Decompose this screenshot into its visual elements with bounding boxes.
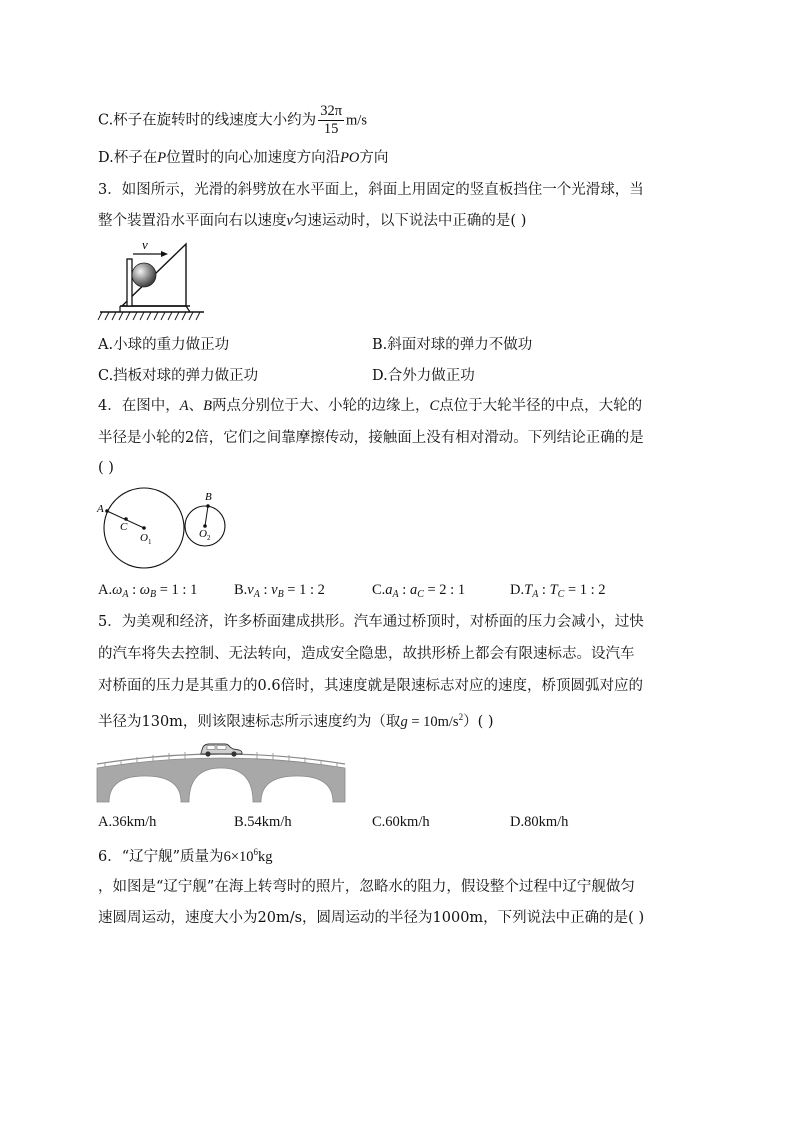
symbol: a — [385, 582, 393, 598]
symbol: T — [524, 582, 533, 598]
text: 匀速运动时，以下说法中正确的是( ) — [292, 213, 527, 229]
q3-option-a: A.小球的重力做正功 — [98, 337, 230, 353]
q3-option-d: D.合外力做正功 — [372, 368, 475, 384]
segment-label: PO — [340, 150, 360, 166]
label-c: C — [120, 521, 128, 533]
arch-bridge-figure — [97, 738, 345, 802]
symbol: v — [247, 582, 254, 598]
subscript: C — [557, 589, 565, 600]
q3-option-c: C.挡板对球的弹力做正功 — [98, 368, 259, 384]
text: D.杯子在 — [98, 150, 158, 166]
fraction — [318, 103, 344, 138]
q4-stem-line3: ( ) — [98, 460, 114, 476]
q4-stem-line1 — [98, 396, 642, 416]
ground-hatching — [98, 312, 200, 320]
q4-option-d: $D.T_A$ : $T_C = 1$ : 2 — [510, 582, 606, 600]
ratio: = 2 : 1 — [427, 582, 466, 598]
subscript: B — [277, 589, 284, 600]
ratio: = 1 : 1 — [159, 582, 198, 598]
bridge-body — [97, 758, 345, 802]
point-label: P — [157, 150, 167, 166]
text: 整个装置沿水平面向右以速度 — [98, 213, 287, 229]
point-b — [206, 504, 210, 508]
text: 半径为130m，则该限速标志所示速度约为（取 — [98, 714, 401, 730]
ratio: = 1 : 2 — [287, 582, 325, 598]
q2-option-c-text: C.杯子在旋转时的线速度大小约为 — [98, 112, 317, 129]
q5-option-b: B.54km/h — [234, 814, 292, 830]
q5-stem-line3: 对桥面的压力是其重力的0.6倍时，其速度就是限速标志对应的速度，桥顶圆弧对应的 — [98, 678, 644, 694]
label-a: A — [97, 503, 104, 515]
text: 点位于大轮半径的中点，大轮的 — [439, 398, 643, 414]
symbol: v — [271, 582, 278, 598]
fraction-denominator: 15 — [323, 121, 339, 137]
q2-option-d — [98, 148, 388, 168]
wheels-figure — [96, 486, 236, 572]
q6-stem-line1 — [98, 842, 273, 867]
q5-stem-line2: 的汽车将失去控制、无法转向，造成安全隐患，故拱形桥上都会有限速标志。设汽车 — [98, 646, 635, 662]
q4-stem-line2: 半径是小轮的2倍，它们之间靠摩擦传动，接触面上没有相对滑动。下列结论正确的是 — [98, 430, 644, 446]
label-o1: $O_1$ — [140, 532, 152, 546]
car-icon — [201, 744, 242, 757]
text: 位置时的向心加速度方向沿 — [166, 150, 341, 166]
q6-stem-line2: ，如图是“辽宁舰”在海上转弯时的照片，忽略水的阻力，假设整个过程中辽宁舰做匀 — [98, 879, 635, 895]
subscript: B — [150, 589, 157, 600]
symbol: ω — [112, 582, 123, 598]
q5-stem-line1: 5．为美观和经济，许多桥面建成拱形。汽车通过桥顶时，对桥面的压力会减小，过快 — [98, 614, 644, 630]
q6-stem-line3: 速圆周运动，速度大小为20m/s，圆周运动的半径为1000m，下列说法中正确的是( ) — [98, 910, 645, 926]
unit: kg — [258, 849, 273, 865]
label-o2: $O_2$ — [199, 528, 211, 542]
variable: g — [400, 714, 408, 730]
symbol: a — [409, 582, 418, 598]
subscript: A — [532, 589, 539, 600]
q4-option-a: $A.\omega_A$ : $\omega_B = 1$ : 1 — [98, 582, 198, 600]
option-prefix: C. — [372, 582, 386, 598]
text: 6．“辽宁舰”质量为 — [98, 849, 224, 865]
q3-stem-line1: 3．如图所示，光滑的斜劈放在水平面上，斜面上用固定的竖直板挡住一个光滑球，当 — [98, 182, 644, 198]
wedge-ball-figure — [98, 236, 208, 324]
velocity-label: v — [142, 237, 148, 252]
text: 方向 — [359, 150, 389, 166]
exponent: 6 — [253, 847, 258, 857]
fraction-numerator: 32π — [320, 103, 343, 119]
value: = 10m/s — [407, 714, 459, 730]
q2-option-c — [98, 103, 367, 138]
point-label: B — [203, 398, 212, 414]
q3-stem-line2 — [98, 211, 526, 231]
center-o1 — [142, 526, 146, 530]
unit: m/s — [346, 112, 367, 129]
option-prefix: D. — [510, 582, 525, 598]
subscript: A — [253, 589, 260, 600]
variable: v — [286, 213, 293, 229]
q5-stem-line4 — [98, 707, 494, 732]
text: 、 — [188, 398, 204, 414]
ball — [132, 263, 156, 287]
q4-option-b: $B.v_A$ : $v_B = 1$ : 2 — [234, 582, 325, 600]
q5-option-d: D.80km/h — [510, 814, 569, 830]
q5-option-c: C.60km/h — [372, 814, 430, 830]
option-prefix: A. — [98, 582, 113, 598]
q5-option-a: A.36km/h — [98, 814, 157, 830]
point-label: C — [429, 398, 440, 414]
label-b: B — [205, 491, 212, 503]
symbol: T — [549, 582, 558, 598]
subscript: C — [417, 589, 424, 600]
q3-option-b: B.斜面对球的弹力不做功 — [372, 337, 533, 353]
mass-value: 6×10 — [223, 849, 254, 865]
q4-option-c: $C.a_A$ : $a_C = 2$ : 1 — [372, 582, 466, 600]
text: 4．在图中， — [98, 398, 180, 414]
option-prefix: B. — [234, 582, 248, 598]
superscript: 2 — [458, 712, 464, 722]
point-label: A — [179, 398, 189, 414]
text: ）( ) — [463, 714, 494, 730]
subscript: A — [122, 589, 129, 600]
vertical-board — [127, 259, 132, 306]
point-a — [105, 509, 109, 513]
ratio: = 1 : 2 — [567, 582, 606, 598]
text: 两点分别位于大、小轮的边缘上， — [211, 398, 430, 414]
symbol: ω — [139, 582, 150, 598]
small-radius — [205, 506, 208, 526]
subscript: A — [392, 589, 399, 600]
